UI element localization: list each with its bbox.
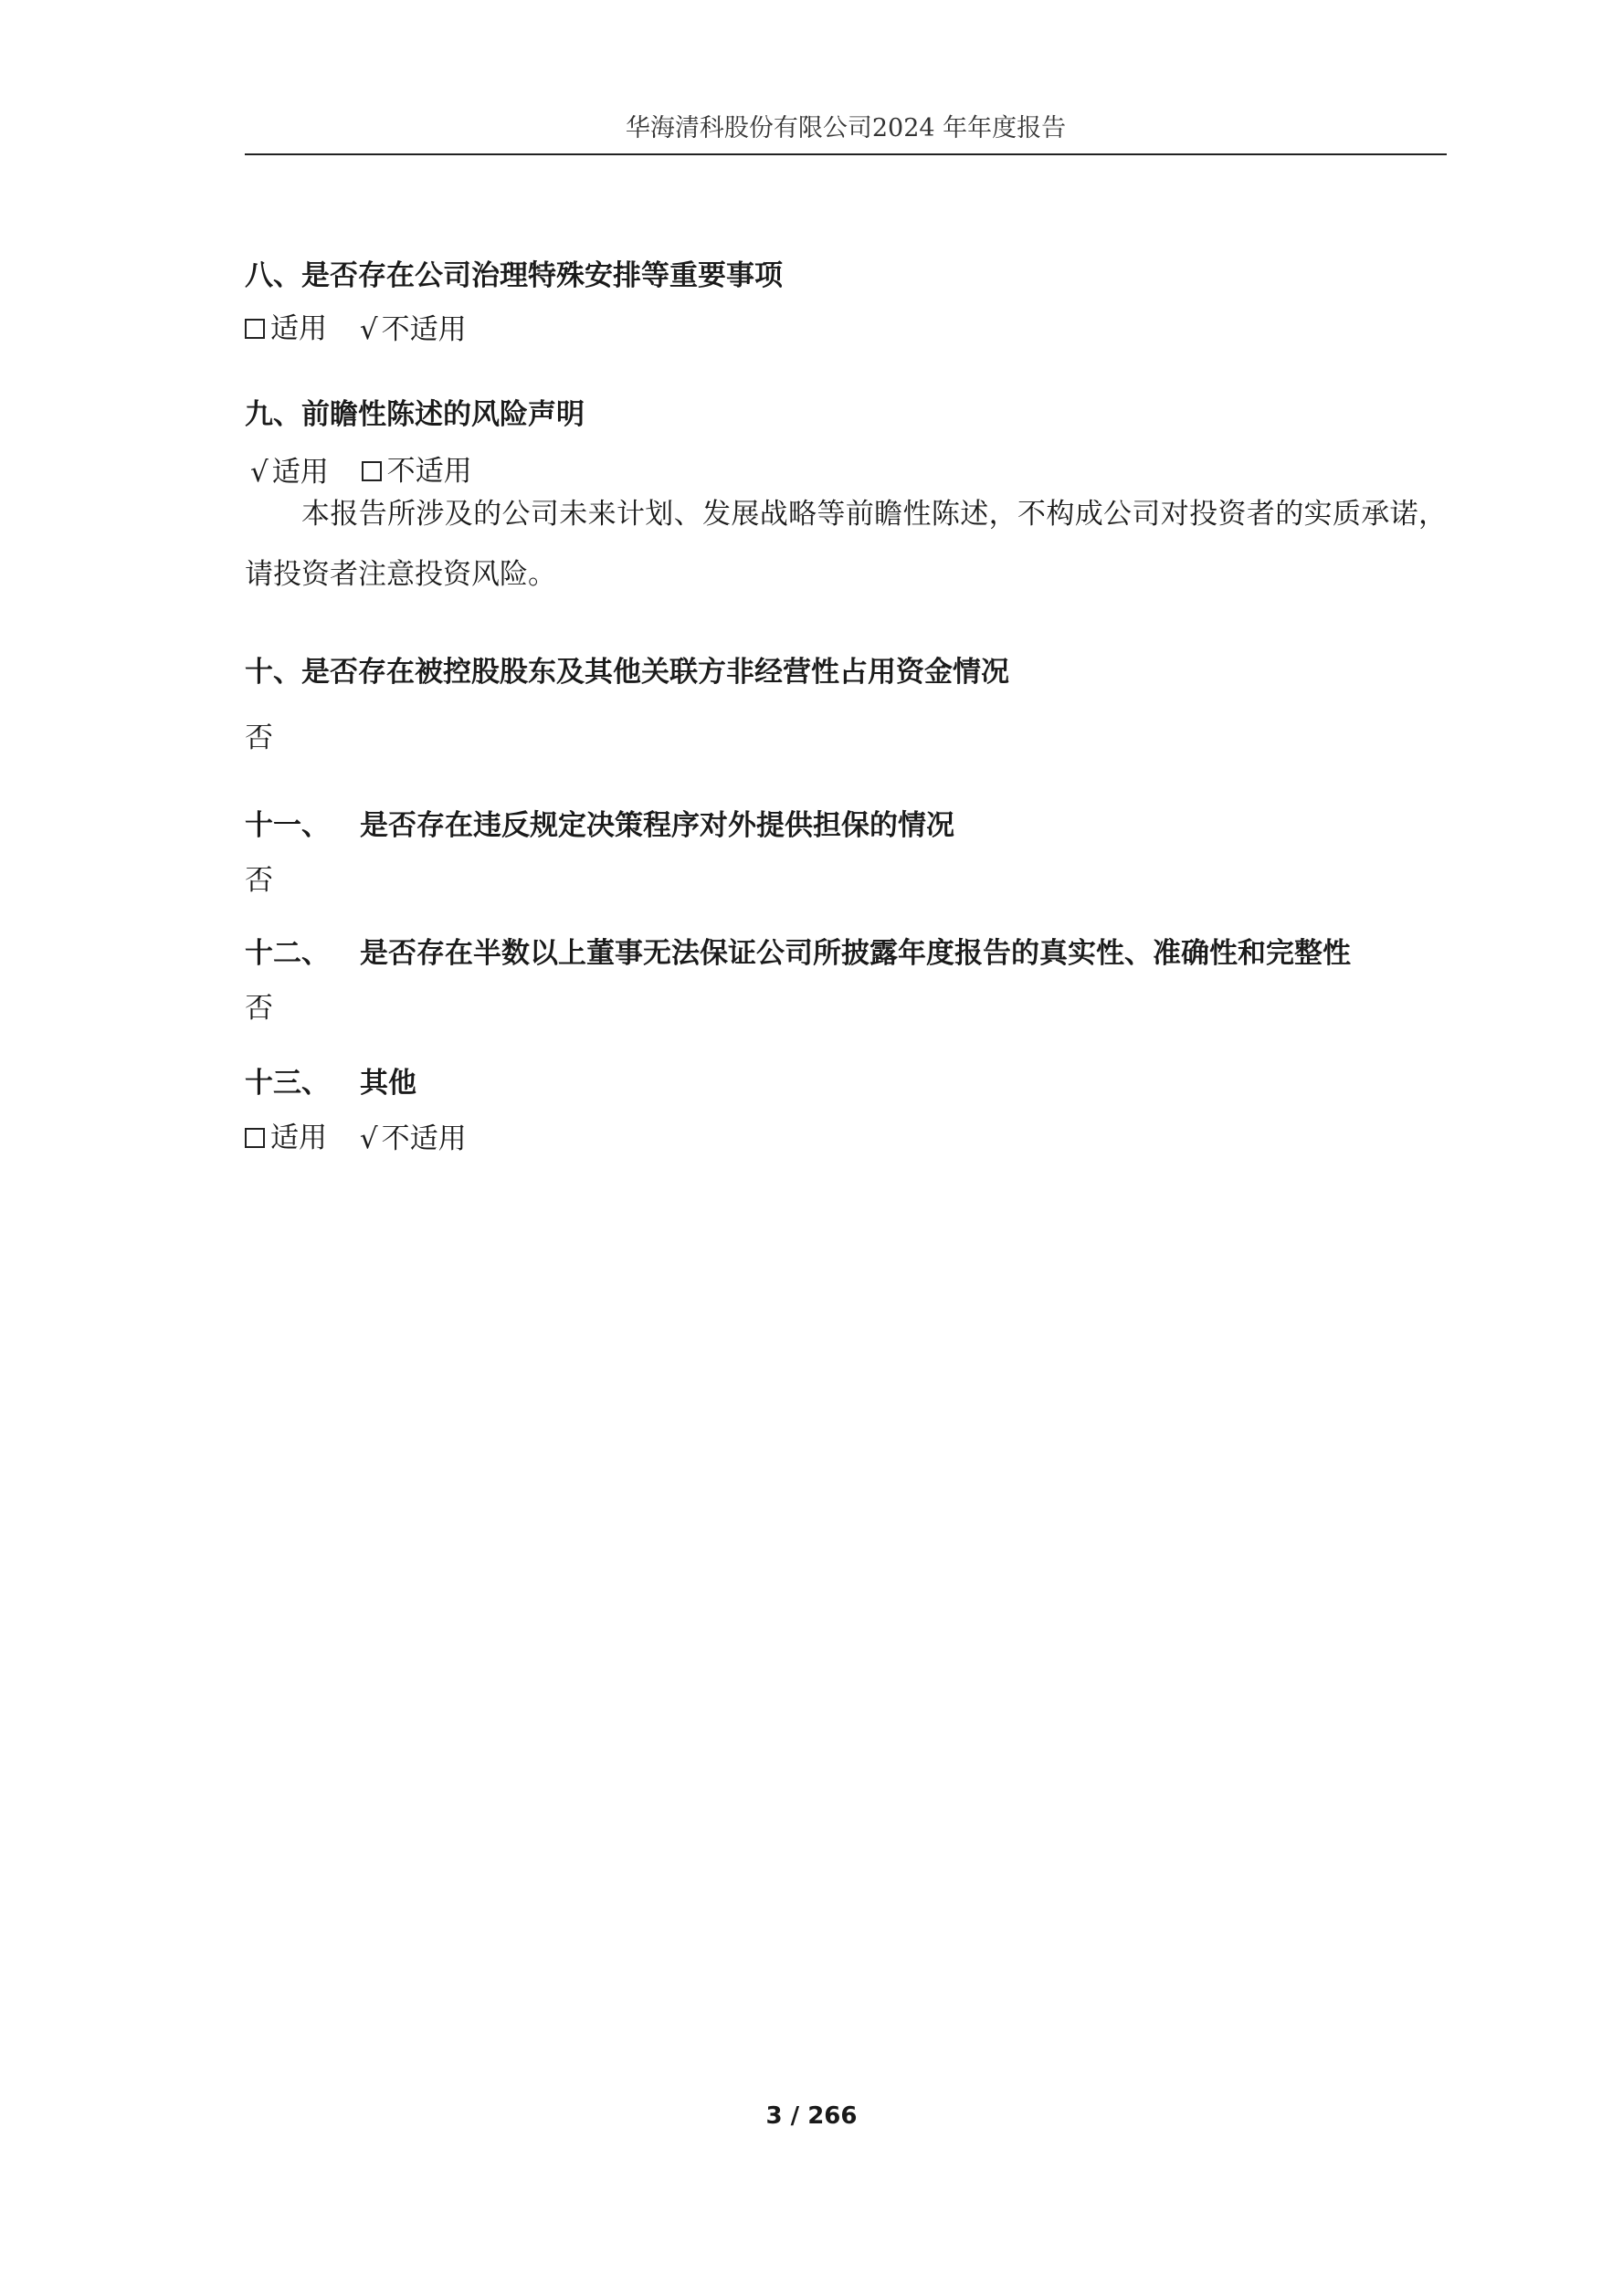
section-13-heading (245, 1065, 416, 1101)
option-applicable (245, 311, 327, 347)
section-11-heading (245, 807, 954, 844)
checkmark-icon: √ (250, 456, 269, 489)
section-10-heading (245, 654, 1009, 690)
option-label: 适用 (270, 1122, 327, 1154)
section-12-number: 十二、 (245, 937, 330, 970)
section-9-title: 前瞻性陈述的风险声明 (301, 398, 585, 431)
page-number: 3 / 266 (765, 2102, 858, 2130)
section-9-heading (245, 396, 585, 433)
section-10-number: 十、 (245, 656, 301, 689)
section-9-number: 九、 (245, 398, 301, 431)
section-12-answer: 否 (245, 992, 273, 1025)
option-label: 不适用 (386, 455, 472, 488)
header-title: 华海清科股份有限公司2024 年年度报告 (625, 114, 1067, 142)
option-label: 适用 (270, 312, 327, 345)
checkbox-empty-icon (362, 461, 382, 481)
section-9-statement: 本报告所涉及的公司未来计划、发展战略等前瞻性陈述，不构成公司对投资者的实质承诺，请投资者注意投资风险。 (245, 498, 1447, 591)
section-13-title: 其他 (360, 1067, 416, 1100)
section-10-answer: 否 (245, 721, 273, 754)
section-13-number: 十三、 (245, 1067, 330, 1100)
option-label: 不适用 (381, 313, 467, 346)
checkbox-empty-icon (245, 319, 265, 339)
option-label: 不适用 (381, 1122, 467, 1155)
section-11-title: 是否存在违反规定决策程序对外提供担保的情况 (360, 809, 954, 842)
section-8-options (245, 311, 467, 348)
checkmark-icon: √ (359, 313, 378, 346)
checkbox-empty-icon (245, 1128, 265, 1148)
section-12-heading (245, 935, 1351, 972)
section-8-number: 八、 (245, 259, 301, 292)
option-not-applicable (360, 1121, 467, 1157)
section-10-title: 是否存在被控股股东及其他关联方非经营性占用资金情况 (301, 656, 1009, 689)
page-header (245, 113, 1447, 155)
checkmark-icon: √ (359, 1122, 378, 1155)
section-8-heading (245, 258, 783, 294)
section-11-answer: 否 (245, 864, 273, 897)
section-13-options (245, 1120, 467, 1157)
section-8-title: 是否存在公司治理特殊安排等重要事项 (301, 259, 783, 292)
option-not-applicable (360, 311, 467, 348)
section-11-number: 十一、 (245, 809, 330, 842)
section-12-title: 是否存在半数以上董事无法保证公司所披露年度报告的真实性、准确性和完整性 (360, 937, 1351, 970)
option-label: 适用 (271, 456, 329, 489)
option-applicable (245, 1120, 327, 1156)
